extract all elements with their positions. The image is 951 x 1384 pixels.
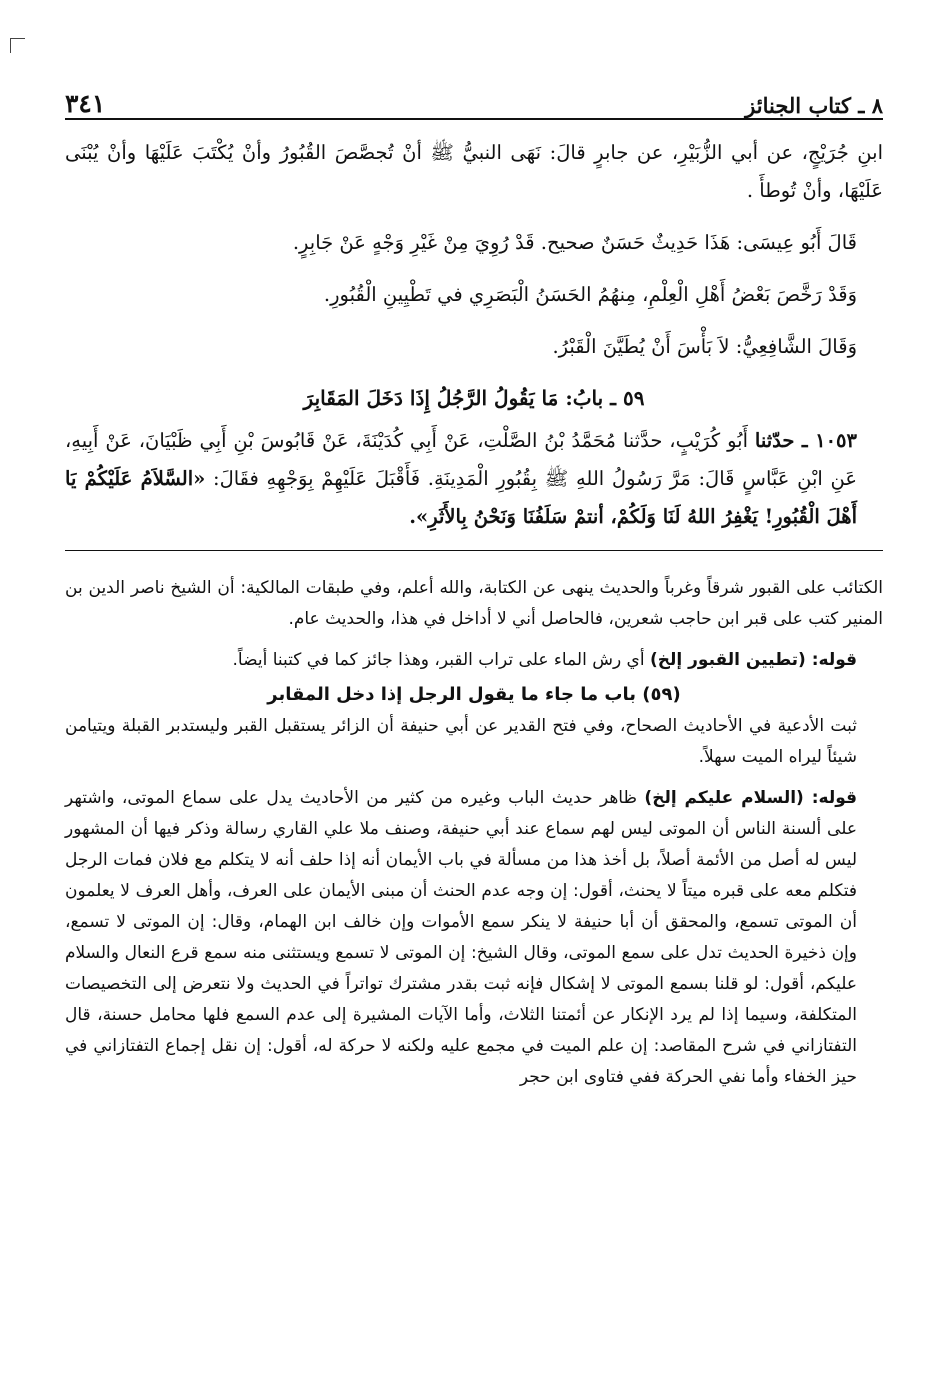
hadith-text-block [65, 134, 883, 536]
hadith-paragraph-3: وَقَدْ رَخَّصَ بَعْضُ أَهْلِ الْعِلْمِ، مِنهُمُ الحَسَنُ الْبَصَرِي في تَطْيِينِ الْقُبُورِ. [323, 283, 857, 306]
commentary-paragraph-4 [65, 783, 883, 1093]
hadith-isnad: أَبُو كُرَيْبٍ، حدَّثنا مُحَمَّدُ بْنُ الصَّلْتِ، عَنْ أَبِي كُدَيْنَةَ، عَنْ قَابُوسَ بْنِ أَبِي ظَبْيَانَ، عَنْ أَبِيهِ، عَنِ ابْنِ عَبَّاسٍ قَالَ: مَرَّ رَسُولُ اللهِ ﷺ بِقُبُورِ الْمَدِينَةِ. فَأَقْبَلَ عَلَيْهِمْ بِوَجْهِهِ فقَالَ: [65, 429, 857, 490]
commentary-label-2: قوله: (تطيين القبور إلخ) [650, 650, 857, 670]
commentary-chapter-heading: (٥٩) باب ما جاء ما يقول الرجل إذا دخل المقابر [267, 684, 681, 705]
hadith-matn: «السَّلاَمُ عَلَيْكُمْ يَا أَهْلَ الْقُبُورِ! يَغْفِرُ اللهُ لَنَا وَلَكُمْ، أنتمْ سَلَفُنَا وَنَحْنُ بِالأَثَرِ». [65, 467, 857, 528]
crop-mark [10, 38, 25, 53]
commentary-paragraph-3: ثبت الأدعية في الأحاديث الصحاح، وفي فتح القدير عن أبي حنيفة أن الزائر يستقبل القبر وليستدبر القبلة ويتيامن شيئاً ليراه الميت سهلاً. [65, 716, 857, 767]
hadith-number: ١٠٥٣ ـ حدّثنا [754, 429, 858, 452]
commentary-text-4: ظاهر حديث الباب وغيره من كثير من الأحاديث يدل على سماع الموتى، واشتهر على ألسنة الناس أن الموتى ليس لهم سماع عند أبي حنيفة، وصنف ملا علي القاري رسالة وذكر فيها أن المشهور ليس له أصل من الأئمة أصلاً، بل أخذ هذا من مسألة في باب الأيمان أنه إذا حلف أنه لا يتكلم مع فلان فمات الرجل فتكلم معه على قبره ميتاً لا يحنث، أقول: إن وجه عدم الحنث أن مبنى الأيمان على العرف، وأهل العرف لا يعلمون أن الموتى تسمع، والمحقق أن أبا حنيفة لا ينكر سمع الأموات وإن خالف ابن الهمام، وقال: إن الموتى لا تسمع، وإن ذخيرة الحديث تدل على سمع الموتى، وقال الشيخ: إن الموتى لا تسمع ويستثنى منه سمع قرع النعال والسلام عليكم، أقول: لو قلنا بسمع الموتى لا إشكال فإنه ثبت بقدر مشترك تواتراً في الحديث ولا نتعرض إلى التخصيصات المتكلفة، وسيما إذا لم يرد الإنكار عن أئمتنا الثلاث، وأما الآيات المشيرة إلى عدم السمع فلها محامل حسنة، قال التفتازاني في شرح المقاصد: إن علم الميت في مجمع عليه ولكنه لا حركة له، أقول: إن نقل إجماع التفتازاني في حيز الخفاء وأما نفي الحركة ففي فتاوى ابن حجر [65, 788, 857, 1087]
page-number: ٣٤١ [65, 89, 106, 118]
commentary-text-2: أي رش الماء على تراب القبر، وهذا جائز كما في كتبنا أيضاً. [232, 650, 650, 670]
footnote-divider [65, 550, 883, 551]
commentary-block [65, 573, 883, 1093]
commentary-paragraph-1: الكتائب على القبور شرقاً وغرباً والحديث ينهى عن الكتابة، والله أعلم، وفي طبقات المالكية: أن الشيخ ناصر الدين بن المنير كتب على قبر ابن حاجب شعرين، فالحاصل أني لا أداخل في هذا، والحديث عام. [65, 578, 883, 629]
commentary-paragraph-2 [65, 645, 883, 676]
commentary-label-4: قوله: (السلام عليكم إلخ) [644, 788, 858, 808]
book-page [65, 78, 883, 1093]
hadith-paragraph-2: قَالَ أَبُو عِيسَى: هَذَا حَدِيثٌ حَسَنٌ صحيح. قَدْ رُوِيَ مِنْ غَيْرِ وَجْهٍ عَنْ جَابِرٍ. [292, 231, 857, 254]
chapter-title: ٨ ـ كتاب الجنائز [745, 93, 883, 118]
hadith-paragraph-1: ابنِ جُرَيْجٍ، عن أبي الزُّبَيْرِ، عن جابرٍ قالَ: نَهَى النبيُّ ﷺ أنْ تُجصَّصَ القُبُورُ وأنْ يُكْتَبَ عَلَيْهَا وأنْ يُبْنَى عَلَيْهَا، وأنْ تُوطأَ . [65, 141, 883, 202]
hadith-1053 [65, 422, 883, 536]
chapter-heading: ٥٩ ـ بابُ: مَا يَقُولُ الرَّجُلُ إِذَا دَخَلَ المَقَابِرَ [303, 386, 645, 410]
running-header [65, 78, 883, 120]
hadith-paragraph-4: وَقَالَ الشَّافِعِيُّ: لاَ بَأْسَ أَنْ يُطَيَّنَ الْقَبْرُ. [552, 335, 857, 358]
